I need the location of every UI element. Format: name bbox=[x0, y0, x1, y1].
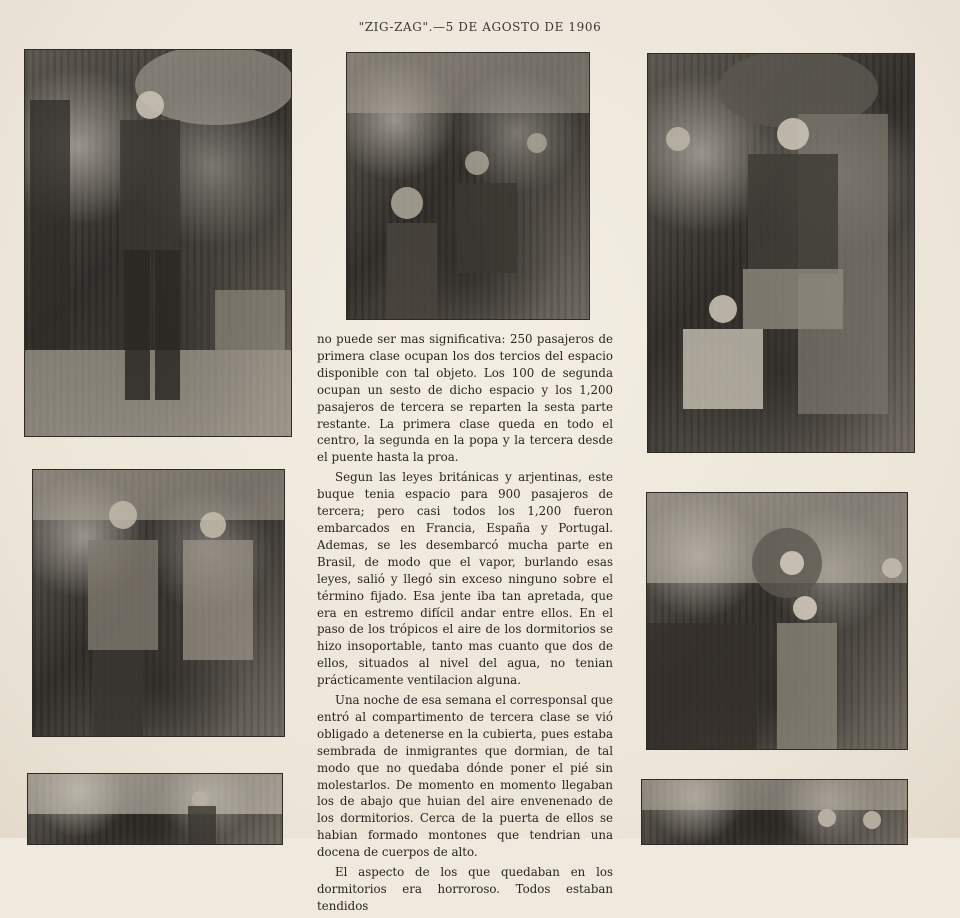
photo-men-by-ventilator bbox=[647, 53, 915, 453]
article-paragraph: Una noche de esa semana el corresponsal que entró al compartimento de tercera clase se vió obligado a detenerse en la cubierta, pues estaba sembrada de inmigrantes que dormian, de tal modo que no quedaba dónde poner el pié sin molestarlos. De momento en momento llegaban los de abajo que huian del aire envenenado de los dormitorios. Cerca de la puerta de ellos se habian formado montones que tendrian una docena de cuerpos de alto. bbox=[317, 693, 613, 860]
photo-crowd-on-deck bbox=[346, 52, 590, 320]
article-paragraph: El aspecto de los que quedaban en los dormitorios era horroroso. Todos estaban tendidos bbox=[317, 865, 613, 913]
photo-man-smoking-on-deck bbox=[24, 49, 292, 437]
photo-bottom-left-partial bbox=[27, 773, 283, 845]
photo-passengers-group bbox=[32, 469, 285, 737]
article-paragraph: Segun las leyes británicas y arjentinas, este buque tenia espacio para 900 pasajeros de tercera; pero casi todos los 1,200 fueron embarcados en Francia, España y Portugal. Ademas, se les desembarcó mucha parte en Brasil, de modo que el vapor, burlando esas leyes, salió y llegó sin exceso ninguno sobre el término fijado. Esa jente iba tan apretada, que era en estremo difícil andar entre ellos. En el paso de los trópicos el aire de los dormitorios se hizo insoportable, tanto mas cuanto que dos de ellos, situados al nivel del agua, no tenian prácticamente ventilacion alguna. bbox=[317, 470, 613, 688]
article-paragraph: no puede ser mas significativa: 250 pasajeros de primera clase ocupan los dos tercios del espacio disponible con tal objeto. Los 100 de segunda ocupan un sesto de dicho espacio y los 1,200 pasajeros de tercera se reparten la sesta parte restante. La primera clase queda en todo el centro, la segunda en la popa y la tercera desde el puente hasta la proa. bbox=[317, 332, 613, 465]
page-header: "ZIG-ZAG".—5 DE AGOSTO DE 1906 bbox=[358, 20, 602, 34]
photo-women-on-deck bbox=[646, 492, 908, 750]
photo-bottom-right-partial bbox=[641, 779, 908, 845]
article-text bbox=[317, 331, 613, 918]
